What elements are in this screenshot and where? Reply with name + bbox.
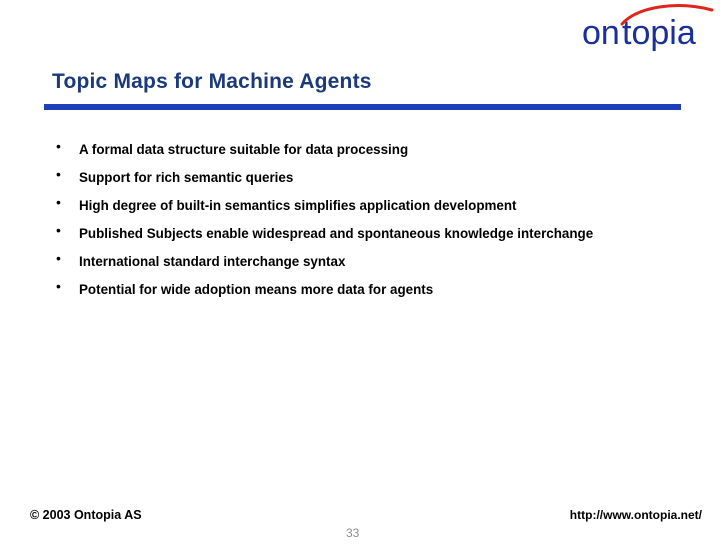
bullet-item bbox=[56, 140, 636, 159]
bullet-text: High degree of built-in semantics simplifies application development bbox=[79, 198, 517, 213]
slide-title: Topic Maps for Machine Agents bbox=[52, 70, 372, 93]
bullet-icon: • bbox=[56, 194, 61, 210]
logo-text-topia: topia bbox=[622, 14, 696, 52]
logo-text-on: on bbox=[582, 14, 620, 52]
title-divider bbox=[44, 104, 681, 110]
footer-copyright: © 2003 Ontopia AS bbox=[30, 508, 142, 522]
bullet-icon: • bbox=[56, 166, 61, 182]
bullet-text: Published Subjects enable widespread and spontaneous knowledge interchange bbox=[79, 226, 594, 241]
bullet-item bbox=[56, 196, 636, 215]
bullet-text: Support for rich semantic queries bbox=[79, 170, 294, 185]
bullet-icon: • bbox=[56, 278, 61, 294]
bullet-icon: • bbox=[56, 138, 61, 154]
bullet-text: Potential for wide adoption means more data for agents bbox=[79, 282, 434, 297]
bullet-item bbox=[56, 280, 636, 299]
bullet-icon: • bbox=[56, 222, 61, 238]
bullet-text: International standard interchange syntax bbox=[79, 254, 346, 269]
bullet-item bbox=[56, 224, 636, 243]
bullet-item bbox=[56, 252, 636, 271]
page-number: 33 bbox=[346, 526, 360, 540]
bullet-item bbox=[56, 168, 636, 187]
ontopia-logo bbox=[580, 4, 718, 62]
footer-url-link[interactable]: http://www.ontopia.net/ bbox=[569, 508, 702, 522]
bullet-list bbox=[56, 140, 636, 308]
bullet-icon: • bbox=[56, 250, 61, 266]
bullet-text: A formal data structure suitable for data processing bbox=[79, 142, 409, 157]
